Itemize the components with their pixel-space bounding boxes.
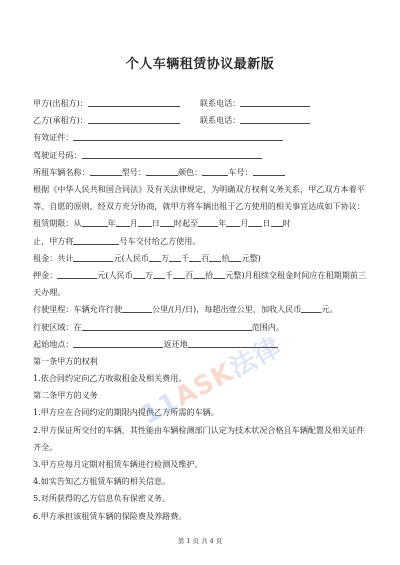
party-a-label: 甲方(出租方) (33, 98, 80, 108)
rent-rmb: 元(人民币 (113, 252, 150, 263)
mileage-line (33, 301, 367, 318)
party-a-line: 甲方(出租方)： 联系电话： (33, 95, 367, 112)
term-label: 租赁期限：从 (33, 218, 82, 229)
section1-title: 第一条甲方的权利 (33, 355, 98, 366)
term-hour-from: 时起至 (173, 218, 199, 229)
license-line (33, 147, 367, 164)
deposit-line (33, 267, 367, 301)
term-end-year: 年 (218, 218, 227, 229)
id-label: 有效证件： (33, 132, 74, 143)
rent-bai-blank (189, 252, 201, 262)
handover-label: 止，甲方将 (33, 235, 74, 246)
party-b-phone-blank (240, 114, 310, 124)
area-line (33, 319, 367, 336)
rent-shi: 拾 (221, 252, 230, 263)
vehicle-name-blank (90, 166, 122, 176)
vehicle-plate-label: 车号： (228, 166, 253, 177)
deposit-shi: 拾 (205, 269, 214, 280)
deposit-rmb: 元(人民币 (97, 269, 133, 280)
id-blank (73, 131, 283, 141)
deposit-qian: 千 (164, 269, 174, 280)
rent-line (33, 250, 367, 267)
term-end-year-blank (198, 217, 218, 227)
mileage-blank (122, 303, 152, 313)
deposit-qian-blank (153, 269, 165, 279)
license-label: 驾驶证号码： (33, 149, 82, 160)
party-a-phone-blank (240, 97, 310, 107)
location-return-blank (188, 338, 278, 348)
term-end-month: 月 (240, 218, 249, 229)
area-label: 行驶区域：在 (33, 321, 82, 332)
vehicle-line (33, 164, 367, 181)
vehicle-color-blank (202, 166, 228, 176)
deposit-yuan-blank (213, 269, 225, 279)
rent-bai: 百 (201, 252, 210, 263)
area-text: 范围内。 (251, 321, 284, 332)
section2-item: 3.甲方应每月定期对租赁车辆进行检测及维护。 (33, 459, 203, 470)
section2-item: 1.甲方应在合同约定的期限内提供乙方所需的车辆。 (33, 407, 219, 418)
handover-text: 号车交付给乙方使用。 (119, 235, 201, 246)
deposit-text: 元整)月租续交租金时间应在租期期前三天办理。 (33, 269, 367, 298)
vehicle-model-label: 型号： (121, 166, 146, 177)
location-line (33, 336, 367, 353)
document-body (33, 95, 367, 525)
term-hour-blank (160, 217, 174, 227)
section2-title: 第二条甲方的义务 (33, 390, 98, 401)
vehicle-plate-blank (253, 166, 285, 176)
handover-blank (73, 235, 119, 245)
section2-item: 6.甲方承担该租赁车辆的保险费及养路费。 (33, 510, 187, 521)
term-year-blank (82, 217, 108, 227)
mileage-fee-blank (301, 303, 321, 313)
watermark-middle: ASK (170, 357, 239, 413)
party-b-blank (88, 114, 180, 124)
area-blank (82, 321, 252, 331)
rent-qian: 千 (181, 252, 190, 263)
rent-yuan-blank (229, 252, 241, 262)
term-month-blank (116, 217, 130, 227)
term-end-month-blank (226, 217, 240, 227)
term-end-day-blank (248, 217, 262, 227)
deposit-bai-blank (173, 269, 185, 279)
rent-qian-blank (169, 252, 181, 262)
id-line (33, 129, 367, 146)
deposit-blank (57, 269, 97, 279)
rent-wan-blank (149, 252, 161, 262)
rent-wan: 万 (161, 252, 170, 263)
deposit-wan-blank (133, 269, 145, 279)
mileage-text: 公里/(月/日)，每超出壹公里，加收人民币 (152, 304, 302, 315)
mileage-unit: 元。 (321, 304, 338, 315)
party-b-phone-label: 联系电话： (199, 115, 241, 126)
party-a-blank (88, 97, 180, 107)
party-b-label: 乙方(承租方) (33, 115, 80, 126)
section2-item: 5.对所获得的乙方信息负有保密义务。 (33, 493, 171, 504)
handover-line (33, 233, 367, 250)
term-day-blank (138, 217, 152, 227)
section2-item: 4.如实告知乙方租赁车辆的相关信息。 (33, 476, 171, 487)
intro-paragraph: 根据《中华人民共和国合同法》及有关法律规定，为明确双方权利义务关系，甲乙双方本着平等、自愿的原则，经双方充分协商，就甲方将车辆出租于乙方使用的相关事宜达成如下协议： (33, 183, 365, 212)
watermark-suffix: 法律 (224, 331, 287, 384)
rent-shi-blank (209, 252, 221, 262)
location-start-blank (73, 338, 163, 348)
location-start-label: 起始地点： (33, 338, 74, 349)
term-end-day: 日 (262, 218, 271, 229)
deposit-bai: 百 (185, 269, 194, 280)
mileage-label: 行驶里程：车辆允许行驶 (33, 304, 123, 315)
section2-item: 2.甲方保证所交付的车辆，其性能由车辆检测部门认定为技术状况合格且车辆配置及相关证件齐全。 (33, 424, 365, 452)
location-return-label: 返还地 (163, 338, 188, 349)
document-title: 个人车辆租赁协议最新版 (125, 57, 275, 72)
term-line (33, 215, 367, 232)
page-footer: 第 1 页 共 4 页 (177, 537, 223, 545)
rent-yuan: 元整) (241, 252, 261, 263)
term-year: 年 (107, 218, 116, 229)
license-blank (82, 149, 262, 159)
vehicle-model-blank (146, 166, 178, 176)
term-end-hour-blank (271, 217, 283, 227)
term-day: 日 (151, 218, 160, 229)
watermark-prefix: 11 (136, 386, 185, 431)
deposit-label: 押金： (33, 269, 58, 280)
deposit-wan: 万 (144, 269, 153, 280)
party-b-line: 乙方(承租方)： 联系电话： (33, 112, 367, 129)
deposit-shi-blank (193, 269, 205, 279)
term-hour-to: 时 (282, 218, 291, 229)
party-a-phone-label: 联系电话： (199, 98, 241, 108)
section1-item: 1.依合同约定向乙方收取租金及相关费用。 (33, 373, 187, 384)
rent-blank (73, 252, 113, 262)
vehicle-name-label: 所租车辆名称： (33, 166, 90, 177)
term-month: 月 (129, 218, 138, 229)
vehicle-color-label: 颜色： (177, 166, 203, 177)
rent-label: 租金：共计 (33, 252, 74, 263)
